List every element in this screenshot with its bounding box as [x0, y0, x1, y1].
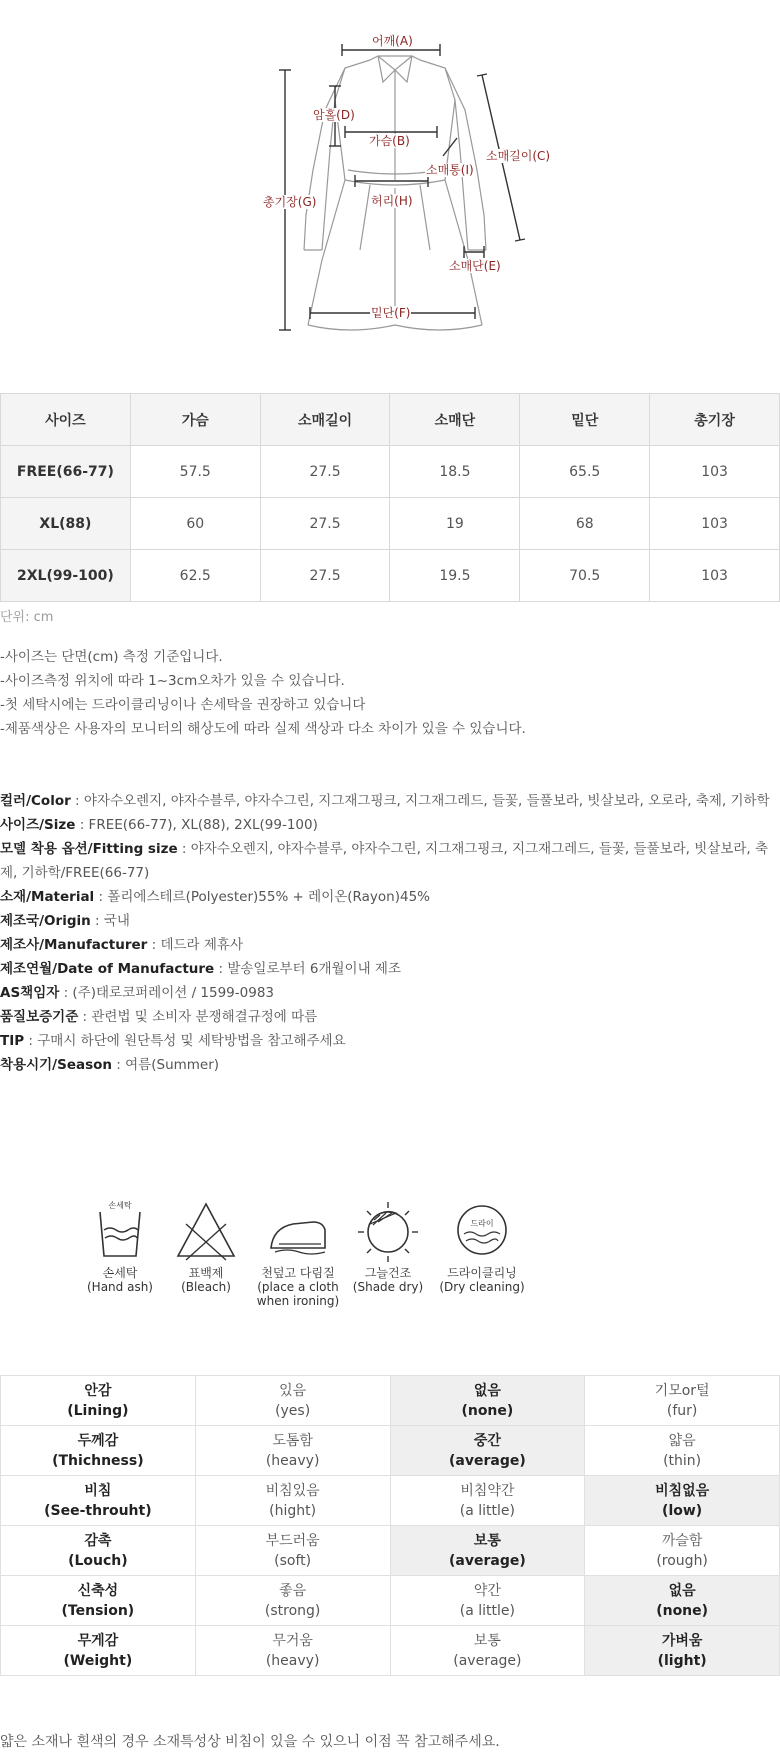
- spec-manufacturer: [0, 933, 780, 957]
- fabric-option: [195, 1476, 390, 1526]
- header-cell: 가슴: [130, 394, 260, 446]
- fabric-label-ko: 비침: [84, 1482, 112, 1499]
- care-label: [75, 1266, 165, 1294]
- fabric-label-ko: 비침없음: [655, 1482, 710, 1499]
- care-label-en-2: when ironing): [256, 1294, 340, 1308]
- care-label-en: (Dry cleaning): [439, 1280, 525, 1294]
- care-label-en: (Shade dry): [352, 1280, 424, 1294]
- fabric-option: [390, 1376, 585, 1426]
- fabric-label-ko: 있음: [279, 1382, 307, 1399]
- spec-material: [0, 885, 780, 909]
- fabric-label-ko: 없음: [668, 1582, 696, 1599]
- label-shoulder: 어깨(A): [372, 34, 413, 48]
- spec-value: : 국내: [90, 913, 130, 929]
- spec-key: 제조사/Manufacturer: [0, 937, 148, 953]
- fabric-attribute: [1, 1526, 196, 1576]
- value-cell: 27.5: [260, 498, 390, 550]
- spec-size: [0, 813, 780, 837]
- spec-origin: [0, 909, 780, 933]
- header-cell: 사이즈: [1, 394, 131, 446]
- spec-value: : 데드라 제휴사: [147, 937, 244, 953]
- fabric-attribute: [1, 1626, 196, 1676]
- size-table: [0, 393, 780, 602]
- fabric-label-en: (average): [453, 1652, 522, 1669]
- fabric-option: [195, 1376, 390, 1426]
- fabric-label-ko: 신축성: [77, 1582, 119, 1599]
- fabric-label-ko: 무게감: [77, 1632, 119, 1649]
- care-label-ko: 손세탁: [102, 1266, 138, 1280]
- fabric-table: [0, 1375, 780, 1676]
- size-notes: [0, 645, 780, 741]
- care-no-bleach: [161, 1198, 251, 1294]
- size-cell: FREE(66-77): [1, 446, 131, 498]
- fabric-label-ko: 기모or털: [654, 1382, 710, 1399]
- value-cell: 27.5: [260, 550, 390, 602]
- fabric-label-en: (thin): [663, 1452, 702, 1469]
- size-cell: XL(88): [1, 498, 131, 550]
- fabric-attribute: [1, 1376, 196, 1426]
- fabric-label-ko: 비침있음: [265, 1482, 320, 1499]
- table-row: [1, 1576, 780, 1626]
- fabric-label-en: (hight): [269, 1502, 317, 1519]
- fabric-label-ko: 무거움: [272, 1632, 313, 1649]
- fabric-option: [195, 1426, 390, 1476]
- header-cell: 소매단: [390, 394, 520, 446]
- care-label: [437, 1266, 527, 1294]
- spec-key: 사이즈/Size: [0, 817, 76, 833]
- fabric-option: [390, 1626, 585, 1676]
- fabric-option: [390, 1476, 585, 1526]
- label-sleeve-length: 소매길이(C): [486, 149, 551, 163]
- value-cell: 19.5: [390, 550, 520, 602]
- fabric-option: [585, 1376, 780, 1426]
- unit-note: 단위: cm: [0, 610, 54, 625]
- spec-quality: [0, 1005, 780, 1029]
- table-row: [1, 498, 780, 550]
- fabric-option: [585, 1626, 780, 1676]
- table-row: [1, 1626, 780, 1676]
- value-cell: 57.5: [130, 446, 260, 498]
- care-instructions: [75, 1198, 535, 1318]
- fabric-label-en: (heavy): [265, 1652, 320, 1669]
- fabric-label-ko: 보통: [473, 1532, 501, 1549]
- fabric-attribute: [1, 1476, 196, 1526]
- fabric-label-ko: 두께감: [77, 1432, 119, 1449]
- label-cuff: 소매단(E): [449, 259, 501, 273]
- spec-key: 소재/Material: [0, 889, 95, 905]
- note-line: -사이즈측정 위치에 따라 1~3cm오차가 있을 수 있습니다.: [0, 673, 345, 689]
- fabric-label-en: (none): [656, 1602, 709, 1619]
- spec-value: : (주)태로코퍼레이션 / 1599-0983: [59, 985, 275, 1001]
- note-line: -사이즈는 단면(cm) 측정 기준입니다.: [0, 649, 223, 665]
- fabric-table-body: [1, 1376, 780, 1676]
- fabric-label-en: (Thichness): [52, 1452, 144, 1469]
- fabric-label-en: (Tension): [61, 1602, 135, 1619]
- fabric-label-ko: 없음: [473, 1382, 501, 1399]
- spec-value: : 여름(Summer): [112, 1057, 220, 1073]
- value-cell: 70.5: [520, 550, 650, 602]
- fabric-option: [195, 1576, 390, 1626]
- care-hand-wash: [75, 1198, 165, 1294]
- fabric-label-ko: 감촉: [84, 1532, 112, 1549]
- fabric-label-en: (yes): [275, 1402, 311, 1419]
- spec-key: 모델 착용 옵션/Fitting size: [0, 841, 178, 857]
- care-iron-cloth: [253, 1198, 343, 1308]
- care-label-en: (Hand ash): [87, 1280, 153, 1294]
- spec-value: : 폴리에스테르(Polyester)55% + 레이온(Rayon)45%: [94, 889, 430, 905]
- fabric-label-ko: 얇음: [668, 1432, 696, 1449]
- fabric-label-en: (strong): [264, 1602, 321, 1619]
- fabric-attribute: [1, 1576, 196, 1626]
- value-cell: 65.5: [520, 446, 650, 498]
- fabric-label-ko: 보통: [473, 1632, 501, 1649]
- value-cell: 19: [390, 498, 520, 550]
- fabric-label-ko: 부드러움: [265, 1532, 320, 1549]
- spec-key: TIP: [0, 1033, 25, 1049]
- label-chest: 가슴(B): [369, 134, 410, 148]
- table-row: [1, 1376, 780, 1426]
- care-label-ko: 천덮고 다림질: [261, 1266, 335, 1280]
- shade-dry-icon: [356, 1198, 420, 1262]
- value-cell: 68: [520, 498, 650, 550]
- size-table-header: [1, 394, 780, 446]
- header-cell: 소매길이: [260, 394, 390, 446]
- fabric-option: [585, 1426, 780, 1476]
- fabric-option: [585, 1576, 780, 1626]
- fabric-label-en: (average): [449, 1452, 526, 1469]
- dry-clean-badge: 드라이: [470, 1219, 494, 1228]
- fabric-label-ko: 비침약간: [460, 1482, 515, 1499]
- spec-value: : 발송일로부터 6개월이내 제조: [214, 961, 401, 977]
- hand-wash-icon: [90, 1198, 150, 1262]
- spec-color: [0, 789, 780, 813]
- label-armhole: 암홀(D): [313, 108, 355, 122]
- spec-key: AS책임자: [0, 985, 60, 1001]
- care-dry-clean: [437, 1198, 527, 1294]
- care-label-en: (place a cloth: [257, 1280, 339, 1294]
- no-bleach-icon: [174, 1198, 238, 1262]
- value-cell: 60: [130, 498, 260, 550]
- care-label-ko: 표백제: [188, 1266, 224, 1280]
- care-shade-dry: [343, 1198, 433, 1294]
- spec-key: 제조연월/Date of Manufacture: [0, 961, 215, 977]
- spec-date: [0, 957, 780, 981]
- spec-tip: [0, 1029, 780, 1053]
- value-cell: 103: [650, 446, 780, 498]
- fabric-label-en: (none): [461, 1402, 514, 1419]
- fabric-label-en: (average): [449, 1552, 526, 1569]
- fabric-label-en: (rough): [656, 1552, 708, 1569]
- spec-value: : FREE(66-77), XL(88), 2XL(99-100): [75, 817, 318, 833]
- measurement-diagram: [0, 0, 780, 360]
- spec-as: [0, 981, 780, 1005]
- fabric-option: [390, 1576, 585, 1626]
- iron-with-cloth-icon: [263, 1198, 333, 1262]
- fabric-label-en: (Lining): [67, 1402, 129, 1419]
- spec-fitting-size: [0, 837, 780, 885]
- fabric-label-en: (Louch): [68, 1552, 128, 1569]
- fabric-label-ko: 까슬함: [661, 1532, 703, 1549]
- header-cell: 밑단: [520, 394, 650, 446]
- fabric-option: [585, 1476, 780, 1526]
- fabric-label-en: (a little): [459, 1502, 515, 1519]
- label-hem: 밑단(F): [371, 306, 411, 320]
- hand-wash-badge: 손세탁: [108, 1201, 132, 1210]
- fabric-label-en: (low): [662, 1502, 703, 1519]
- spec-value: : 관련법 및 소비자 분쟁해결규정에 따름: [78, 1009, 318, 1025]
- fabric-label-ko: 가벼움: [661, 1632, 703, 1649]
- fabric-label-en: (heavy): [265, 1452, 320, 1469]
- dry-clean-icon: [450, 1198, 514, 1262]
- value-cell: 103: [650, 498, 780, 550]
- care-label: [343, 1266, 433, 1294]
- table-row: [1, 446, 780, 498]
- care-label-ko: 그늘건조: [364, 1266, 412, 1280]
- fabric-label-en: (fur): [666, 1402, 698, 1419]
- value-cell: 27.5: [260, 446, 390, 498]
- header-cell: 총기장: [650, 394, 780, 446]
- spec-key: 착용시기/Season: [0, 1057, 113, 1073]
- spec-value: : 야자수오렌지, 야자수블루, 야자수그린, 지그재그핑크, 지그재그레드, 들꽃, 들풀보라, 빗살보라, 축제, 기하학/FREE(66-77): [0, 841, 769, 881]
- fabric-attribute: [1, 1426, 196, 1476]
- fabric-label-ko: 약간: [473, 1582, 501, 1599]
- table-row: [1, 1476, 780, 1526]
- fabric-label-ko: 안감: [84, 1382, 112, 1399]
- table-row: [1, 550, 780, 602]
- spec-key: 컬러/Color: [0, 793, 71, 809]
- fabric-label-en: (Weight): [63, 1652, 133, 1669]
- care-label-ko: 드라이클리닝: [447, 1266, 517, 1280]
- spec-value: : 야자수오렌지, 야자수블루, 야자수그린, 지그재그핑크, 지그재그레드, 들꽃, 들풀보라, 빗살보라, 오로라, 축제, 기하학: [70, 793, 770, 809]
- fabric-label-en: (a little): [459, 1602, 515, 1619]
- spec-value: : 구매시 하단에 원단특성 및 세탁방법을 참고해주세요: [24, 1033, 346, 1049]
- value-cell: 18.5: [390, 446, 520, 498]
- label-sleeve-width: 소매통(I): [426, 163, 474, 177]
- fabric-option: [390, 1526, 585, 1576]
- care-label: [253, 1266, 343, 1308]
- fabric-option: [390, 1426, 585, 1476]
- product-spec: [0, 789, 780, 1077]
- size-cell: 2XL(99-100): [1, 550, 131, 602]
- table-row: [1, 1426, 780, 1476]
- table-row: [1, 1526, 780, 1576]
- fabric-label-ko: 도톰함: [272, 1432, 313, 1449]
- care-label-en: (Bleach): [181, 1280, 231, 1294]
- fabric-label-en: (See-throuht): [44, 1502, 152, 1519]
- fabric-label-ko: 중간: [473, 1432, 501, 1449]
- fabric-label-en: (light): [657, 1652, 707, 1669]
- fabric-label-ko: 좋음: [279, 1582, 307, 1599]
- spec-key: 제조국/Origin: [0, 913, 91, 929]
- label-waist: 허리(H): [371, 194, 413, 208]
- spec-key: 품질보증기준: [0, 1009, 79, 1025]
- fabric-label-en: (soft): [274, 1552, 312, 1569]
- note-line: -첫 세탁시에는 드라이클리닝이나 손세탁을 권장하고 있습니다: [0, 697, 366, 713]
- value-cell: 103: [650, 550, 780, 602]
- note-line: -제품색상은 사용자의 모니터의 해상도에 따라 실제 색상과 다소 차이가 있을 수 있습니다.: [0, 721, 526, 737]
- spec-season: [0, 1053, 780, 1077]
- footnote: 얇은 소재나 흰색의 경우 소재특성상 비침이 있을 수 있으니 이점 꼭 참고해주세요.: [0, 1734, 500, 1750]
- fabric-option: [585, 1526, 780, 1576]
- care-label: [161, 1266, 251, 1294]
- fabric-option: [195, 1626, 390, 1676]
- label-total-length: 총기장(G): [263, 195, 317, 209]
- value-cell: 62.5: [130, 550, 260, 602]
- fabric-option: [195, 1526, 390, 1576]
